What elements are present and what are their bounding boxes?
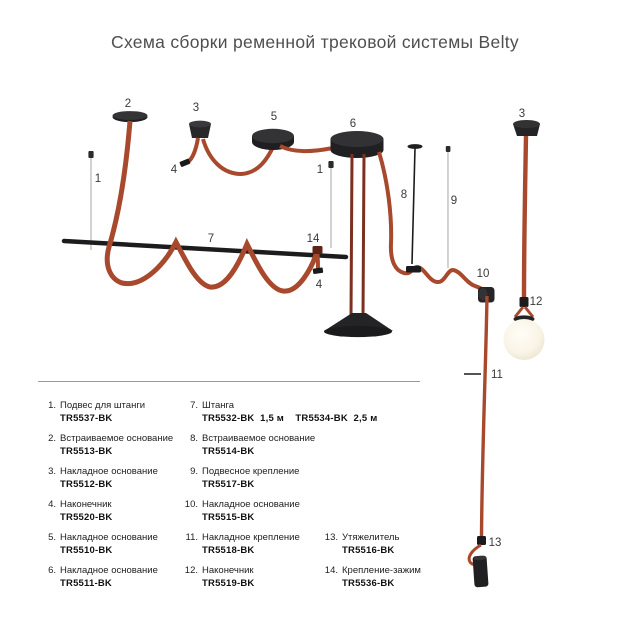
weight (469, 536, 488, 587)
legend-item-name: 3. Накладное основание (38, 465, 188, 478)
callout-4: 4 (315, 279, 323, 291)
legend-item-name: 13. Утяжелитель (320, 531, 465, 544)
callout-1: 1 (316, 164, 324, 176)
rod-hanger-right (328, 161, 333, 248)
belt-endcap-left (179, 158, 190, 167)
legend-item-number: 7. (190, 400, 198, 411)
legend-item-number: 10. (184, 499, 198, 510)
legend-item-code: TR5532-BK 1,5 м TR5534-BK 2,5 м (202, 413, 378, 424)
legend-item-code: TR5512-BK (60, 479, 113, 490)
legend-item (180, 498, 375, 524)
legend-item-name: 9. Подвесное крепление (180, 465, 375, 478)
legend-column-3 (320, 531, 465, 597)
callout-6: 6 (349, 118, 357, 130)
legend-item (180, 465, 375, 491)
surface-base-left (189, 121, 211, 138)
legend-item-code: TR5517-BK (202, 479, 255, 490)
legend-item-number: 8. (190, 433, 198, 444)
legend-item-number: 11. (185, 532, 198, 543)
legend-item (38, 498, 188, 524)
legend-item-name: 11. Накладное крепление (180, 531, 375, 544)
callout-13: 13 (488, 537, 502, 549)
legend-item (180, 432, 375, 458)
recessed-base-cord (408, 144, 423, 264)
legend-item-number: 12. (184, 565, 198, 576)
cone-shade (324, 313, 393, 337)
rod-hanger-left (88, 151, 93, 250)
legend-item-code: TR5519-BK (202, 578, 255, 589)
ceiling-plate (113, 111, 148, 122)
legend-item-name: 6. Накладное основание (38, 564, 188, 577)
legend-item (320, 564, 465, 590)
legend-item-number: 4. (48, 499, 56, 510)
callout-4: 4 (170, 164, 178, 176)
callout-7: 7 (207, 233, 215, 245)
suspension-mount (446, 146, 451, 268)
legend-item (320, 531, 465, 557)
legend-item-number: 14. (324, 565, 338, 576)
callout-3: 3 (518, 108, 526, 120)
legend-item-number: 2. (48, 433, 56, 444)
legend-item (180, 399, 378, 425)
legend-item-name: 1. Подвес для штанги (38, 399, 188, 412)
large-canopy (331, 131, 384, 158)
legend-item-number: 1. (48, 400, 56, 411)
callout-12: 12 (529, 296, 543, 308)
belt-pendant (524, 136, 526, 297)
legend-item-name: 7. Штанга (180, 399, 375, 412)
legend-item-code: TR5516-BK (342, 545, 395, 556)
strap-left (351, 154, 352, 317)
legend-item-code: TR5537-BK (60, 413, 113, 424)
legend-item-name: 10. Накладное основание (180, 498, 375, 511)
legend-item-number: 6. (48, 565, 56, 576)
legend-item-code: TR5510-BK (60, 545, 113, 556)
legend-item-name: 12. Наконечник (180, 564, 375, 577)
legend-column-1 (38, 399, 188, 597)
cord-clamp (406, 266, 421, 273)
belt-tip-left (188, 138, 198, 162)
callout-1: 1 (94, 173, 102, 185)
legend-item-code: TR5536-BK (342, 578, 395, 589)
legend-item-name: 4. Наконечник (38, 498, 188, 511)
callout-14: 14 (306, 233, 320, 245)
legend-item (38, 432, 188, 458)
legend-item (38, 465, 188, 491)
legend-item (38, 531, 188, 557)
callout-3: 3 (192, 102, 200, 114)
legend-item-name: 8. Встраиваемое основание (180, 432, 375, 445)
belt-wave (379, 152, 486, 294)
legend-item-number: 5. (48, 532, 56, 543)
legend-item-number: 9. (190, 466, 198, 477)
legend-item-code: TR5515-BK (202, 512, 255, 523)
legend-item (38, 399, 188, 425)
callout-10: 10 (476, 268, 490, 280)
legend-item-code: TR5511-BK (60, 578, 112, 589)
strap-right (363, 154, 364, 317)
legend-item-code: TR5518-BK (202, 545, 255, 556)
surface-base-right (513, 120, 540, 136)
legend-item-number: 13. (324, 532, 338, 543)
legend-item-name: 14. Крепление-зажим (320, 564, 465, 577)
legend-item-number: 3. (48, 466, 56, 477)
legend-item-code: TR5513-BK (60, 446, 113, 457)
callout-2: 2 (124, 98, 132, 110)
legend-divider (38, 381, 420, 382)
callout-8: 8 (400, 189, 408, 201)
callout-9: 9 (450, 195, 458, 207)
callout-11: 11 (491, 369, 503, 381)
lamp-globe (504, 319, 545, 360)
belt-vertical (482, 296, 488, 537)
legend-item-name: 5. Накладное основание (38, 531, 188, 544)
page-title: Схема сборки ременной трековой системы Belty (111, 32, 519, 52)
callout-5: 5 (270, 111, 278, 123)
legend-item (38, 564, 188, 590)
legend-item-code: TR5520-BK (60, 512, 113, 523)
legend-item-code: TR5514-BK (202, 446, 255, 457)
legend-item-name: 2. Встраиваемое основание (38, 432, 188, 445)
